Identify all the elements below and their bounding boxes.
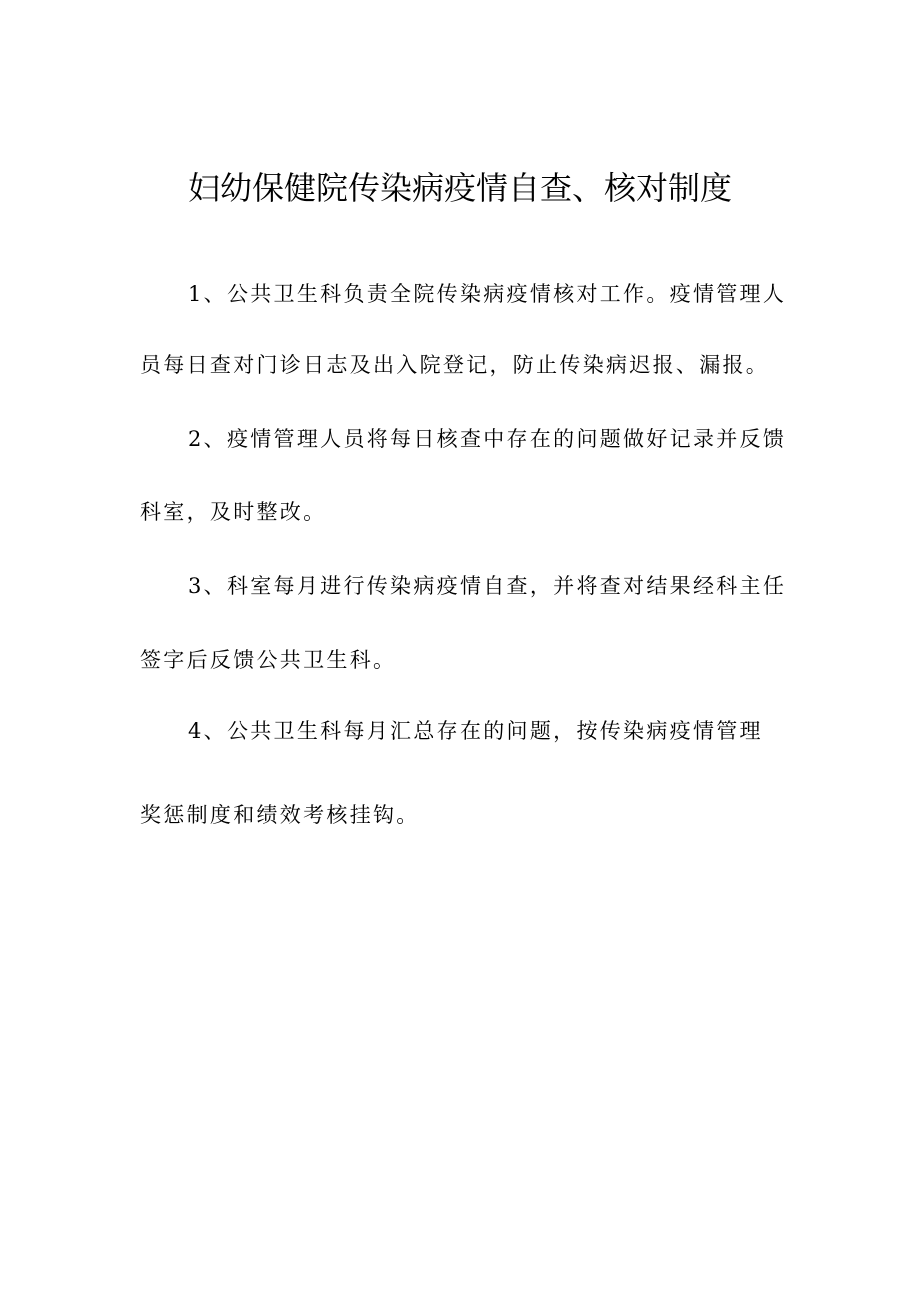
paragraph-2-line-1: 2、疫情管理人员将每日核查中存在的问题做好记录并反馈 — [188, 427, 787, 451]
paragraph-1-line-2: 员每日查对门诊日志及出入院登记，防止传染病迟报、漏报。 — [140, 353, 770, 377]
paragraph-1-line-1: 1、公共卫生科负责全院传染病疫情核对工作。疫情管理人 — [188, 282, 787, 306]
paragraph-3-line-1: 3、科室每月进行传染病疫情自查，并将查对结果经科主任 — [188, 574, 787, 598]
paragraph-4-line-2: 奖惩制度和绩效考核挂钩。 — [140, 803, 420, 827]
paragraph-3-line-2: 签字后反馈公共卫生科。 — [140, 648, 397, 672]
paragraph-4-line-1: 4、公共卫生科每月汇总存在的问题，按传染病疫情管理 — [188, 719, 763, 743]
paragraph-2-line-2: 科室，及时整改。 — [140, 500, 327, 524]
document-title: 妇幼保健院传染病疫情自查、核对制度 — [187, 169, 732, 207]
